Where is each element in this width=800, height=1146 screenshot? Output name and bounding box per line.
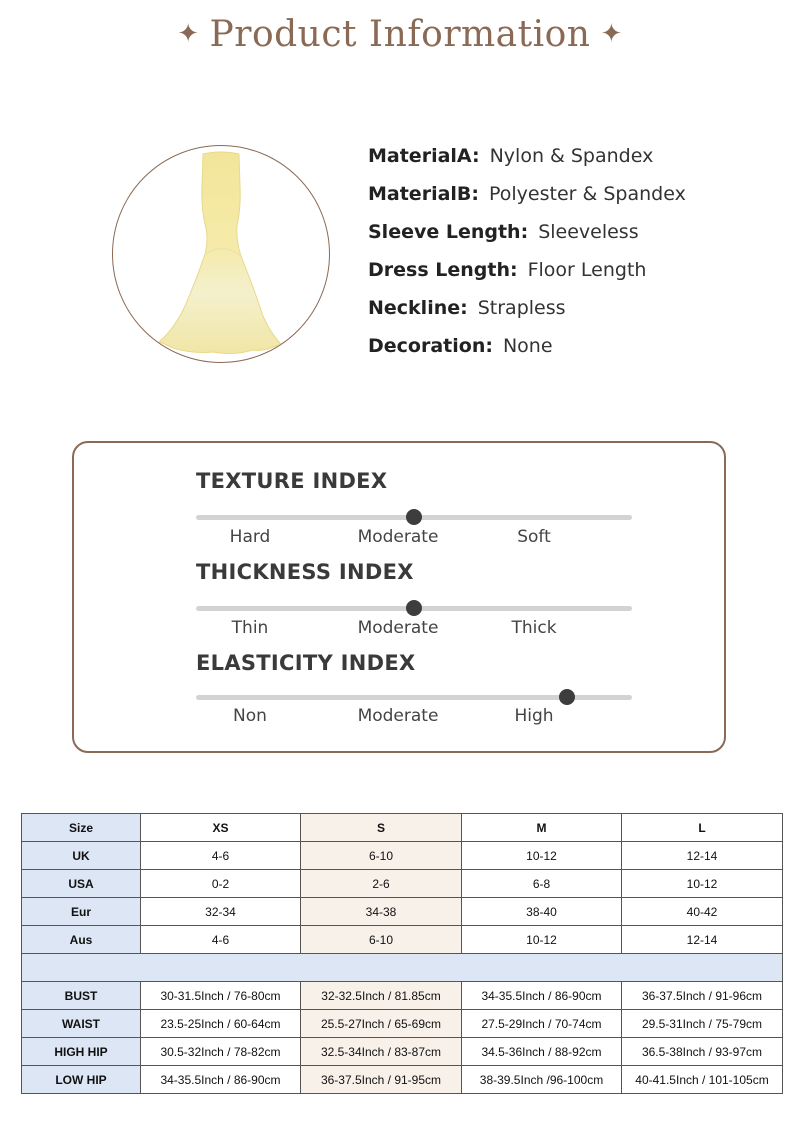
table-cell: 40-42 bbox=[622, 898, 783, 926]
index-track bbox=[196, 606, 632, 611]
sparkle-icon: ✦ bbox=[177, 19, 200, 49]
index-knob bbox=[406, 509, 422, 525]
table-row bbox=[22, 870, 783, 898]
table-cell: 25.5-27Inch / 65-69cm bbox=[301, 1010, 462, 1038]
table-cell: 4-6 bbox=[141, 926, 301, 954]
table-cell: 6-8 bbox=[462, 870, 622, 898]
index-label: Thin bbox=[231, 618, 269, 638]
index-track bbox=[196, 515, 632, 520]
spec-row: Dress Length: Floor Length bbox=[368, 259, 647, 281]
row-header-cell: UK bbox=[22, 842, 141, 870]
table-row bbox=[22, 842, 783, 870]
thickness-index bbox=[196, 560, 636, 638]
spacer-cell bbox=[22, 954, 783, 982]
table-cell: 40-41.5Inch / 101-105cm bbox=[622, 1066, 783, 1094]
table-cell: M bbox=[462, 814, 622, 842]
table-cell: 34-35.5Inch / 86-90cm bbox=[462, 982, 622, 1010]
index-title: TEXTURE INDEX bbox=[196, 469, 388, 493]
table-cell: 36.5-38Inch / 93-97cm bbox=[622, 1038, 783, 1066]
table-cell: 6-10 bbox=[301, 842, 462, 870]
table-cell: 29.5-31Inch / 75-79cm bbox=[622, 1010, 783, 1038]
index-label: Thick bbox=[511, 618, 557, 638]
table-cell: XS bbox=[141, 814, 301, 842]
index-title: THICKNESS INDEX bbox=[196, 560, 414, 584]
index-title: ELASTICITY INDEX bbox=[196, 651, 416, 675]
table-cell: 0-2 bbox=[141, 870, 301, 898]
index-label: Moderate bbox=[357, 527, 439, 547]
table-cell: 12-14 bbox=[622, 842, 783, 870]
table-cell: 4-6 bbox=[141, 842, 301, 870]
index-label: Moderate bbox=[357, 706, 439, 726]
table-cell: 30.5-32Inch / 78-82cm bbox=[141, 1038, 301, 1066]
row-header-cell: HIGH HIP bbox=[22, 1038, 141, 1066]
index-knob bbox=[559, 689, 575, 705]
row-header-cell: Eur bbox=[22, 898, 141, 926]
index-track bbox=[196, 695, 632, 700]
table-cell: 10-12 bbox=[622, 870, 783, 898]
product-photo bbox=[112, 145, 330, 363]
table-cell: L bbox=[622, 814, 783, 842]
table-cell: 38-39.5Inch /96-100cm bbox=[462, 1066, 622, 1094]
index-label: Moderate bbox=[357, 618, 439, 638]
table-row bbox=[22, 982, 783, 1010]
spec-row: Decoration: None bbox=[368, 335, 553, 357]
elasticity-index bbox=[196, 651, 636, 726]
table-cell: 12-14 bbox=[622, 926, 783, 954]
fabric-index-card bbox=[72, 441, 726, 753]
size-chart-table bbox=[21, 813, 783, 1094]
spec-row: Sleeve Length: Sleeveless bbox=[368, 221, 639, 243]
index-label: Non bbox=[233, 706, 267, 726]
table-cell: S bbox=[301, 814, 462, 842]
table-cell: 34-35.5Inch / 86-90cm bbox=[141, 1066, 301, 1094]
table-row bbox=[22, 1010, 783, 1038]
table-cell: 10-12 bbox=[462, 842, 622, 870]
row-header-cell: USA bbox=[22, 870, 141, 898]
table-row bbox=[22, 926, 783, 954]
index-label: Hard bbox=[229, 527, 271, 547]
title-text: Product Information bbox=[209, 14, 591, 55]
table-cell: 23.5-25Inch / 60-64cm bbox=[141, 1010, 301, 1038]
table-cell: 6-10 bbox=[301, 926, 462, 954]
table-row bbox=[22, 1066, 783, 1094]
table-cell: 2-6 bbox=[301, 870, 462, 898]
row-header-cell: LOW HIP bbox=[22, 1066, 141, 1094]
index-label: High bbox=[514, 706, 554, 726]
dress-image bbox=[113, 146, 329, 362]
table-spacer-row bbox=[22, 954, 783, 982]
spec-row: MaterialB: Polyester & Spandex bbox=[368, 183, 686, 205]
table-cell: 34.5-36Inch / 88-92cm bbox=[462, 1038, 622, 1066]
table-cell: 34-38 bbox=[301, 898, 462, 926]
page-title bbox=[0, 14, 800, 55]
spec-row: MaterialA: Nylon & Spandex bbox=[368, 145, 654, 167]
row-header-cell: WAIST bbox=[22, 1010, 141, 1038]
table-row bbox=[22, 1038, 783, 1066]
spec-list bbox=[368, 142, 686, 370]
row-header-cell: Aus bbox=[22, 926, 141, 954]
sparkle-icon: ✦ bbox=[600, 19, 623, 49]
table-cell: 32.5-34Inch / 83-87cm bbox=[301, 1038, 462, 1066]
table-cell: 36-37.5Inch / 91-95cm bbox=[301, 1066, 462, 1094]
table-cell: 10-12 bbox=[462, 926, 622, 954]
table-cell: 30-31.5Inch / 76-80cm bbox=[141, 982, 301, 1010]
row-header-cell: BUST bbox=[22, 982, 141, 1010]
row-header-cell: Size bbox=[22, 814, 141, 842]
table-cell: 32-34 bbox=[141, 898, 301, 926]
spec-row: Neckline: Strapless bbox=[368, 297, 566, 319]
index-knob bbox=[406, 600, 422, 616]
table-cell: 27.5-29Inch / 70-74cm bbox=[462, 1010, 622, 1038]
table-header-row bbox=[22, 814, 783, 842]
table-row bbox=[22, 898, 783, 926]
table-cell: 38-40 bbox=[462, 898, 622, 926]
texture-index bbox=[196, 469, 636, 547]
index-label: Soft bbox=[517, 527, 551, 547]
table-cell: 32-32.5Inch / 81.85cm bbox=[301, 982, 462, 1010]
table-cell: 36-37.5Inch / 91-96cm bbox=[622, 982, 783, 1010]
